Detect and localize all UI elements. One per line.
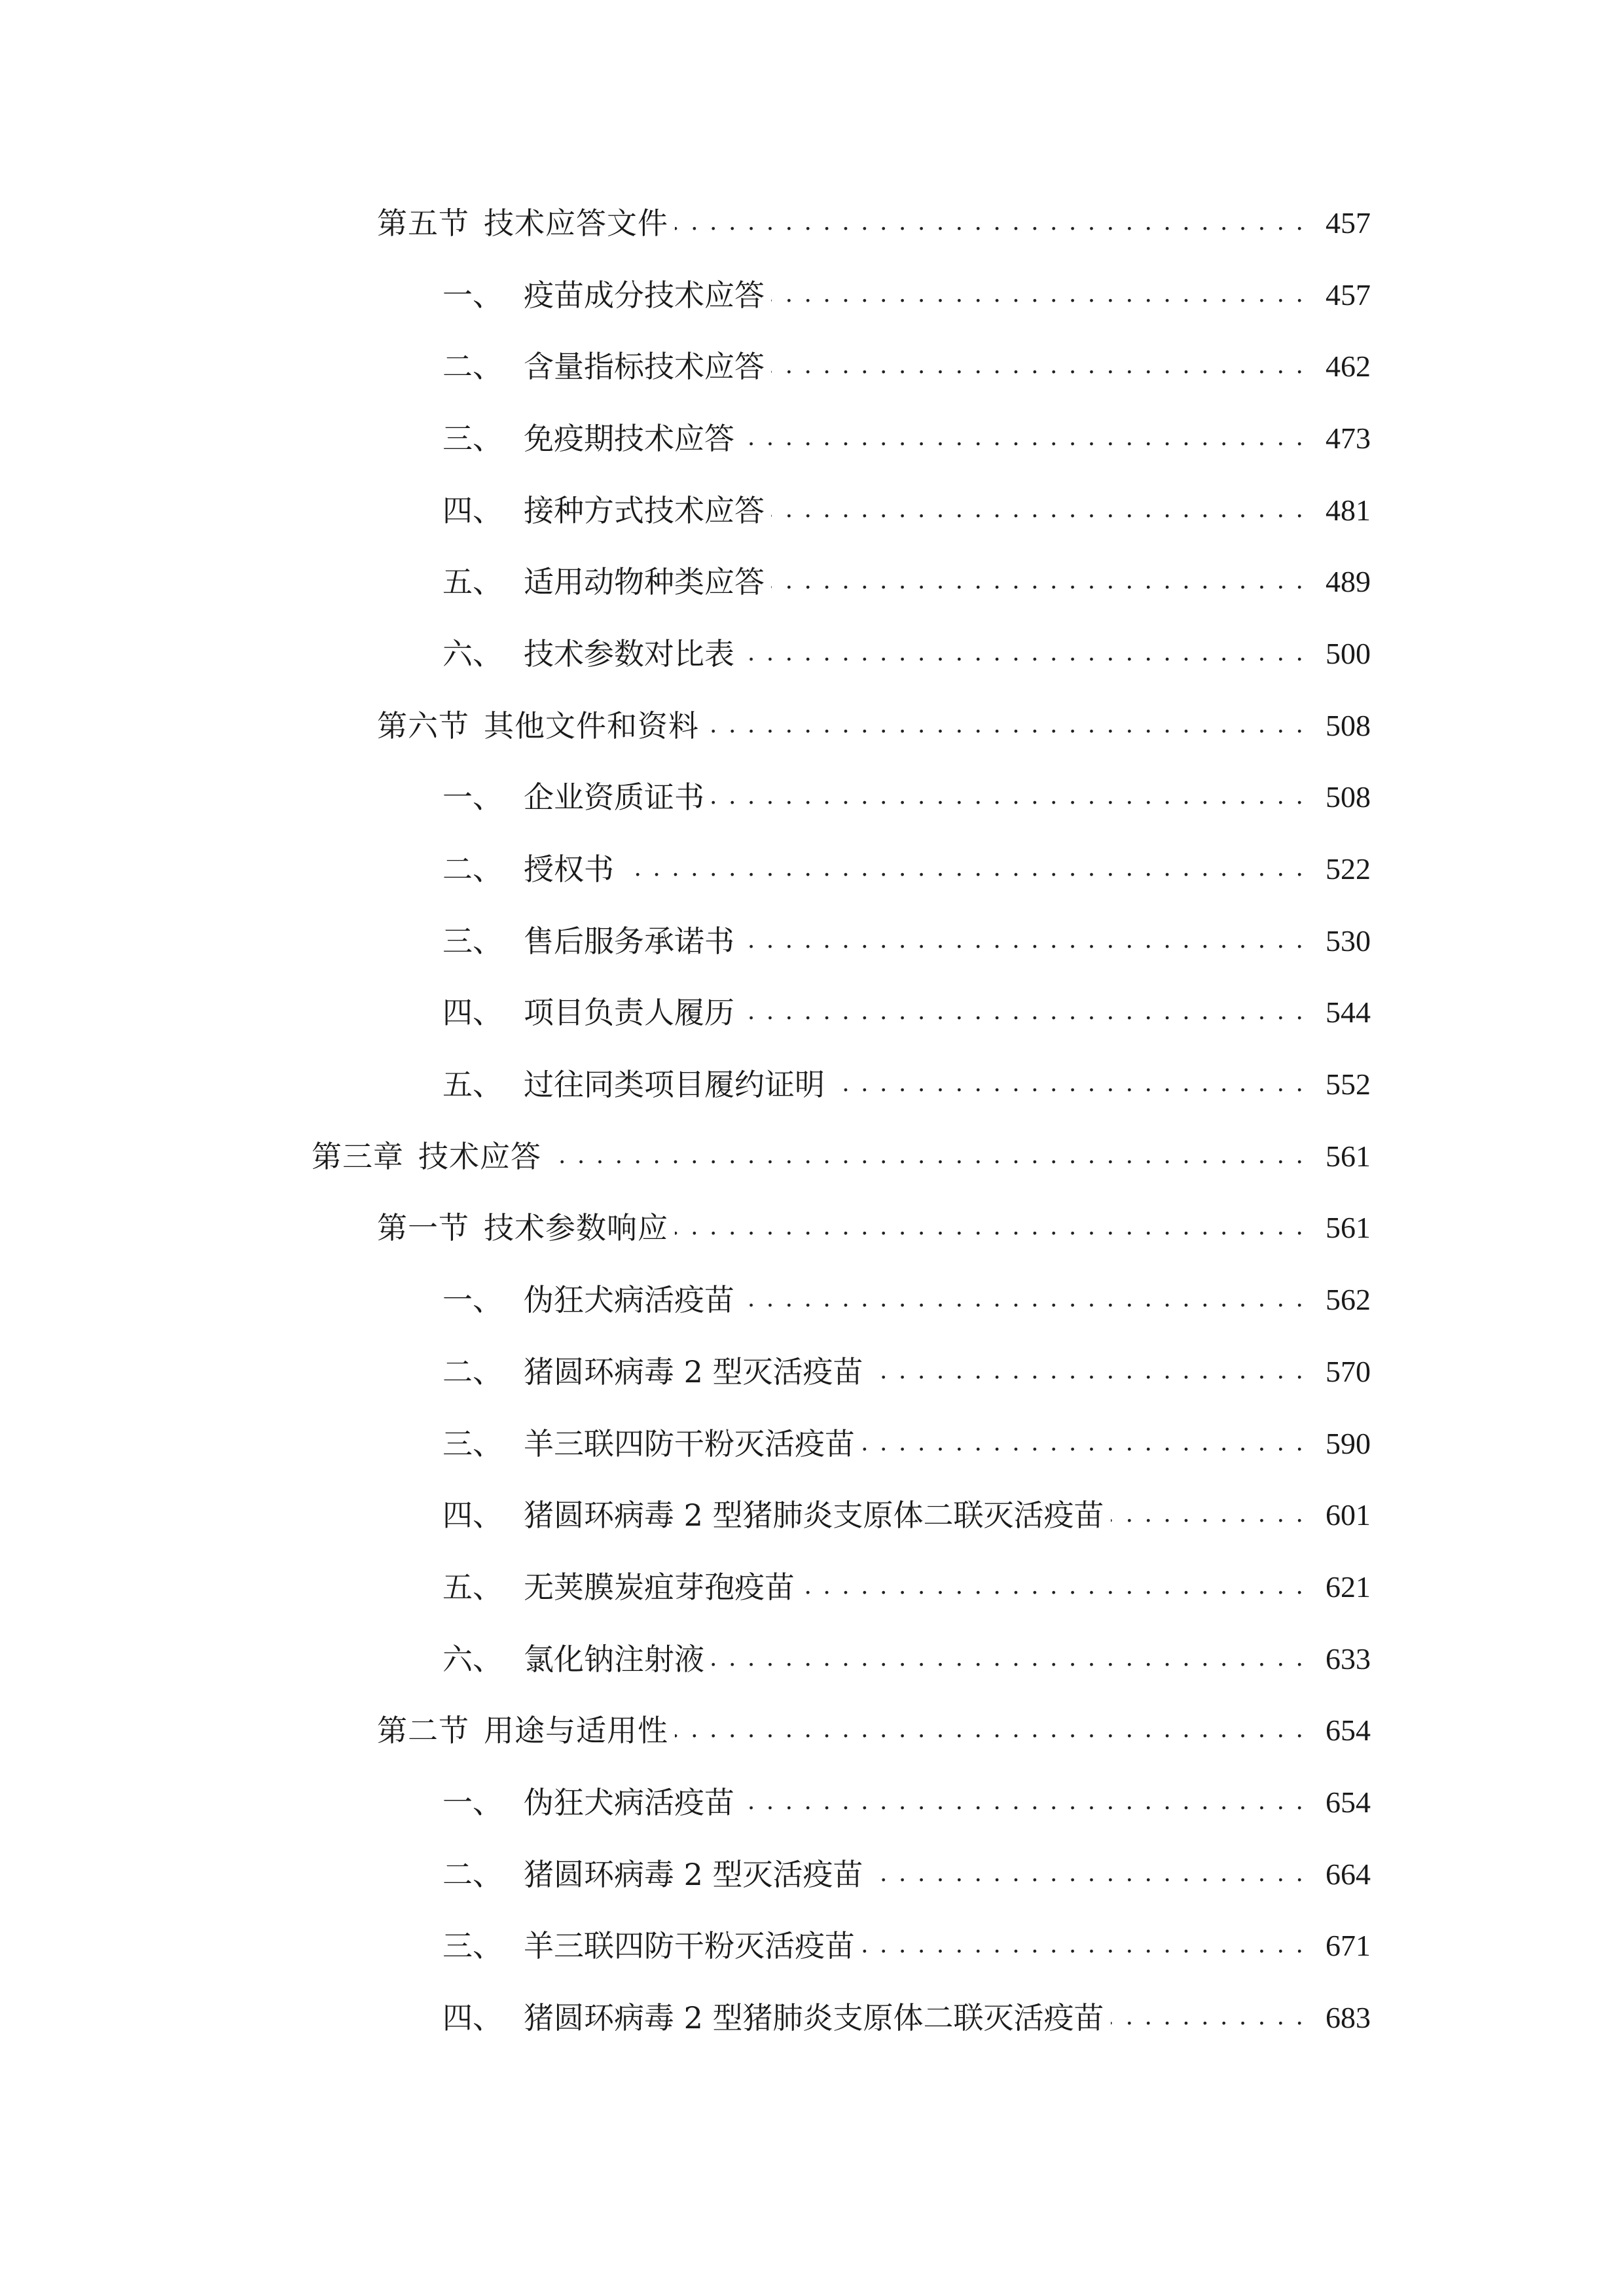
toc-entry-title: 猪圆环病毒 2 型猪肺炎支原体二联灭活疫苗 <box>524 1498 1104 1534</box>
toc-entry-item[interactable] <box>0 1767 1624 1839</box>
toc-entry-page: 683 <box>1326 2001 1371 2035</box>
dot-leader <box>706 711 1305 741</box>
toc-entry-page: 570 <box>1326 1354 1371 1388</box>
toc-entry-number: 三、 <box>442 1426 503 1462</box>
toc-entry-page: 489 <box>1326 565 1371 599</box>
dot-leader <box>711 782 1305 812</box>
toc-entry-page: 522 <box>1326 852 1371 886</box>
toc-entry-title-group <box>312 1138 541 1174</box>
toc-entry-item[interactable] <box>0 618 1624 690</box>
toc-entry-item[interactable] <box>0 331 1624 403</box>
toc-entry-number: 一、 <box>442 277 503 313</box>
toc-entry-number: 二、 <box>442 349 503 385</box>
toc-entry-title: 接种方式技术应答 <box>524 492 765 528</box>
toc-entry-item[interactable] <box>0 1264 1624 1336</box>
toc-entry-number: 二、 <box>442 852 503 888</box>
toc-entry-title: 售后服务承诺书 <box>524 923 734 959</box>
toc-entry-title-group <box>377 708 699 744</box>
toc-entry-title: 项目负责人履历 <box>524 995 734 1031</box>
dot-leader <box>771 567 1305 597</box>
toc-entry-number: 二、 <box>442 1354 503 1390</box>
toc-entry-page: 552 <box>1326 1067 1371 1102</box>
toc-entry-number: 六、 <box>442 636 503 672</box>
toc-entry-title: 猪圆环病毒 2 型灭活疫苗 <box>524 1354 863 1390</box>
toc-entry-title: 过往同类项目履约证明 <box>524 1067 825 1103</box>
toc-entry-item[interactable] <box>0 1336 1624 1408</box>
toc-entry-item[interactable] <box>0 475 1624 547</box>
toc-entry-title: 免疫期技术应答 <box>524 420 734 456</box>
toc-entry-item[interactable] <box>0 1408 1624 1480</box>
toc-entry-page: 633 <box>1326 1641 1371 1676</box>
toc-entry-page: 462 <box>1326 350 1371 384</box>
toc-entry-title: 无荚膜炭疽芽孢疫苗 <box>524 1569 795 1605</box>
toc-entry-number: 一、 <box>442 780 503 816</box>
toc-entry-number: 三、 <box>442 923 503 959</box>
dot-leader <box>1111 2003 1305 2033</box>
toc-entry-number: 五、 <box>442 564 503 600</box>
toc-entry-page: 544 <box>1326 996 1371 1030</box>
toc-entry-item[interactable] <box>0 1479 1624 1551</box>
dot-leader <box>675 1213 1305 1243</box>
toc-entry-item[interactable] <box>0 1839 1624 1910</box>
dot-leader <box>741 423 1305 454</box>
toc-entry-page: 530 <box>1326 924 1371 958</box>
toc-entry-page: 473 <box>1326 421 1371 455</box>
toc-entry-title-rest: 用途与适用性 <box>484 1713 668 1749</box>
toc-entry-number: 五、 <box>442 1569 503 1605</box>
toc-entry-item[interactable] <box>0 905 1624 977</box>
toc-entry-title-rest: 其他文件和资料 <box>484 708 699 744</box>
dot-leader <box>741 639 1305 669</box>
toc-entry-number: 二、 <box>442 1856 503 1892</box>
toc-entry-title: 羊三联四防干粉灭活疫苗 <box>524 1928 855 1964</box>
toc-entry-title: 羊三联四防干粉灭活疫苗 <box>524 1426 855 1462</box>
dot-leader <box>771 495 1305 526</box>
dot-leader <box>861 1931 1305 1961</box>
toc-entry-title-rest: 技术参数响应 <box>484 1210 668 1246</box>
toc-entry-number: 一、 <box>442 1784 503 1820</box>
toc-entry-item[interactable] <box>0 833 1624 905</box>
toc-entry-item[interactable] <box>0 1551 1624 1623</box>
toc-entry-title: 含量指标技术应答 <box>524 349 765 385</box>
toc-entry-page: 590 <box>1326 1426 1371 1460</box>
toc-entry-page: 508 <box>1326 780 1371 814</box>
toc-entry-page: 561 <box>1326 1139 1371 1173</box>
dot-leader <box>711 1644 1305 1674</box>
toc-entry-section[interactable] <box>0 1193 1624 1265</box>
toc-entry-number: 五、 <box>442 1067 503 1103</box>
toc-entry-number: 四、 <box>442 2000 503 2036</box>
toc-entry-item[interactable] <box>0 977 1624 1049</box>
toc-entry-number: 六、 <box>442 1641 503 1677</box>
toc-entry-item[interactable] <box>0 403 1624 475</box>
toc-entry-page: 664 <box>1326 1857 1371 1891</box>
dot-leader <box>1111 1500 1305 1530</box>
dot-leader <box>870 1859 1305 1890</box>
toc-entry-title: 企业资质证书 <box>524 780 704 816</box>
toc-entry-number: 四、 <box>442 492 503 528</box>
toc-entry-page: 457 <box>1326 206 1371 240</box>
toc-entry-number: 四、 <box>442 995 503 1031</box>
toc-entry-title: 技术参数对比表 <box>524 636 734 672</box>
toc-entry-title: 伪狂犬病活疫苗 <box>524 1784 734 1820</box>
toc-entry-page: 671 <box>1326 1929 1371 1963</box>
toc-entry-title: 疫苗成分技术应答 <box>524 277 765 313</box>
toc-entry-number: 一、 <box>442 1282 503 1318</box>
dot-leader <box>831 1069 1305 1100</box>
toc-entry-item[interactable] <box>0 259 1624 331</box>
dot-leader <box>621 854 1305 884</box>
toc-entry-item[interactable] <box>0 1982 1624 2054</box>
toc-entry-item[interactable] <box>0 1623 1624 1695</box>
table-of-contents <box>0 187 1624 2054</box>
toc-entry-title: 第二节 <box>377 1713 469 1749</box>
toc-entry-title: 氯化钠注射液 <box>524 1641 704 1677</box>
toc-entry-page: 621 <box>1326 1570 1371 1604</box>
dot-leader <box>870 1357 1305 1387</box>
dot-leader <box>771 351 1305 382</box>
dot-leader <box>675 1715 1305 1746</box>
toc-entry-chapter[interactable] <box>0 1121 1624 1193</box>
toc-entry-title: 第六节 <box>377 708 469 744</box>
toc-entry-title: 伪狂犬病活疫苗 <box>524 1282 734 1318</box>
toc-entry-section[interactable] <box>0 1695 1624 1767</box>
dot-leader <box>548 1141 1305 1172</box>
toc-entry-page: 601 <box>1326 1498 1371 1532</box>
toc-entry-number: 四、 <box>442 1498 503 1534</box>
toc-entry-item[interactable] <box>0 546 1624 618</box>
toc-entry-title-rest: 技术应答文件 <box>484 205 668 241</box>
dot-leader <box>741 997 1305 1028</box>
toc-entry-number: 三、 <box>442 420 503 456</box>
toc-entry-section[interactable] <box>0 187 1624 259</box>
toc-entry-page: 562 <box>1326 1283 1371 1317</box>
dot-leader <box>741 1787 1305 1818</box>
dot-leader <box>741 926 1305 956</box>
toc-entry-title: 适用动物种类应答 <box>524 564 765 600</box>
dot-leader <box>861 1429 1305 1459</box>
toc-entry-item[interactable] <box>0 1910 1624 1982</box>
toc-entry-item[interactable] <box>0 762 1624 834</box>
dot-leader <box>675 208 1305 238</box>
toc-entry-title: 猪圆环病毒 2 型灭活疫苗 <box>524 1856 863 1892</box>
toc-entry-item[interactable] <box>0 1049 1624 1121</box>
toc-entry-number: 三、 <box>442 1928 503 1964</box>
toc-entry-page: 561 <box>1326 1211 1371 1245</box>
toc-entry-title-group <box>377 205 668 241</box>
toc-entry-title-group <box>377 1210 668 1246</box>
toc-entry-page: 654 <box>1326 1713 1371 1748</box>
dot-leader <box>801 1572 1305 1602</box>
toc-entry-title: 第三章 <box>312 1138 404 1174</box>
toc-entry-page: 508 <box>1326 708 1371 742</box>
toc-entry-title-rest: 技术应答 <box>418 1138 541 1174</box>
toc-entry-page: 500 <box>1326 636 1371 670</box>
toc-entry-title: 猪圆环病毒 2 型猪肺炎支原体二联灭活疫苗 <box>524 2000 1104 2036</box>
toc-entry-page: 654 <box>1326 1785 1371 1819</box>
toc-entry-title: 第五节 <box>377 205 469 241</box>
dot-leader <box>741 1285 1305 1315</box>
toc-entry-title: 第一节 <box>377 1210 469 1246</box>
toc-entry-page: 457 <box>1326 278 1371 312</box>
toc-entry-title-group <box>377 1713 668 1749</box>
dot-leader <box>771 280 1305 310</box>
toc-entry-title: 授权书 <box>524 852 614 888</box>
toc-entry-page: 481 <box>1326 493 1371 527</box>
toc-entry-section[interactable] <box>0 690 1624 762</box>
